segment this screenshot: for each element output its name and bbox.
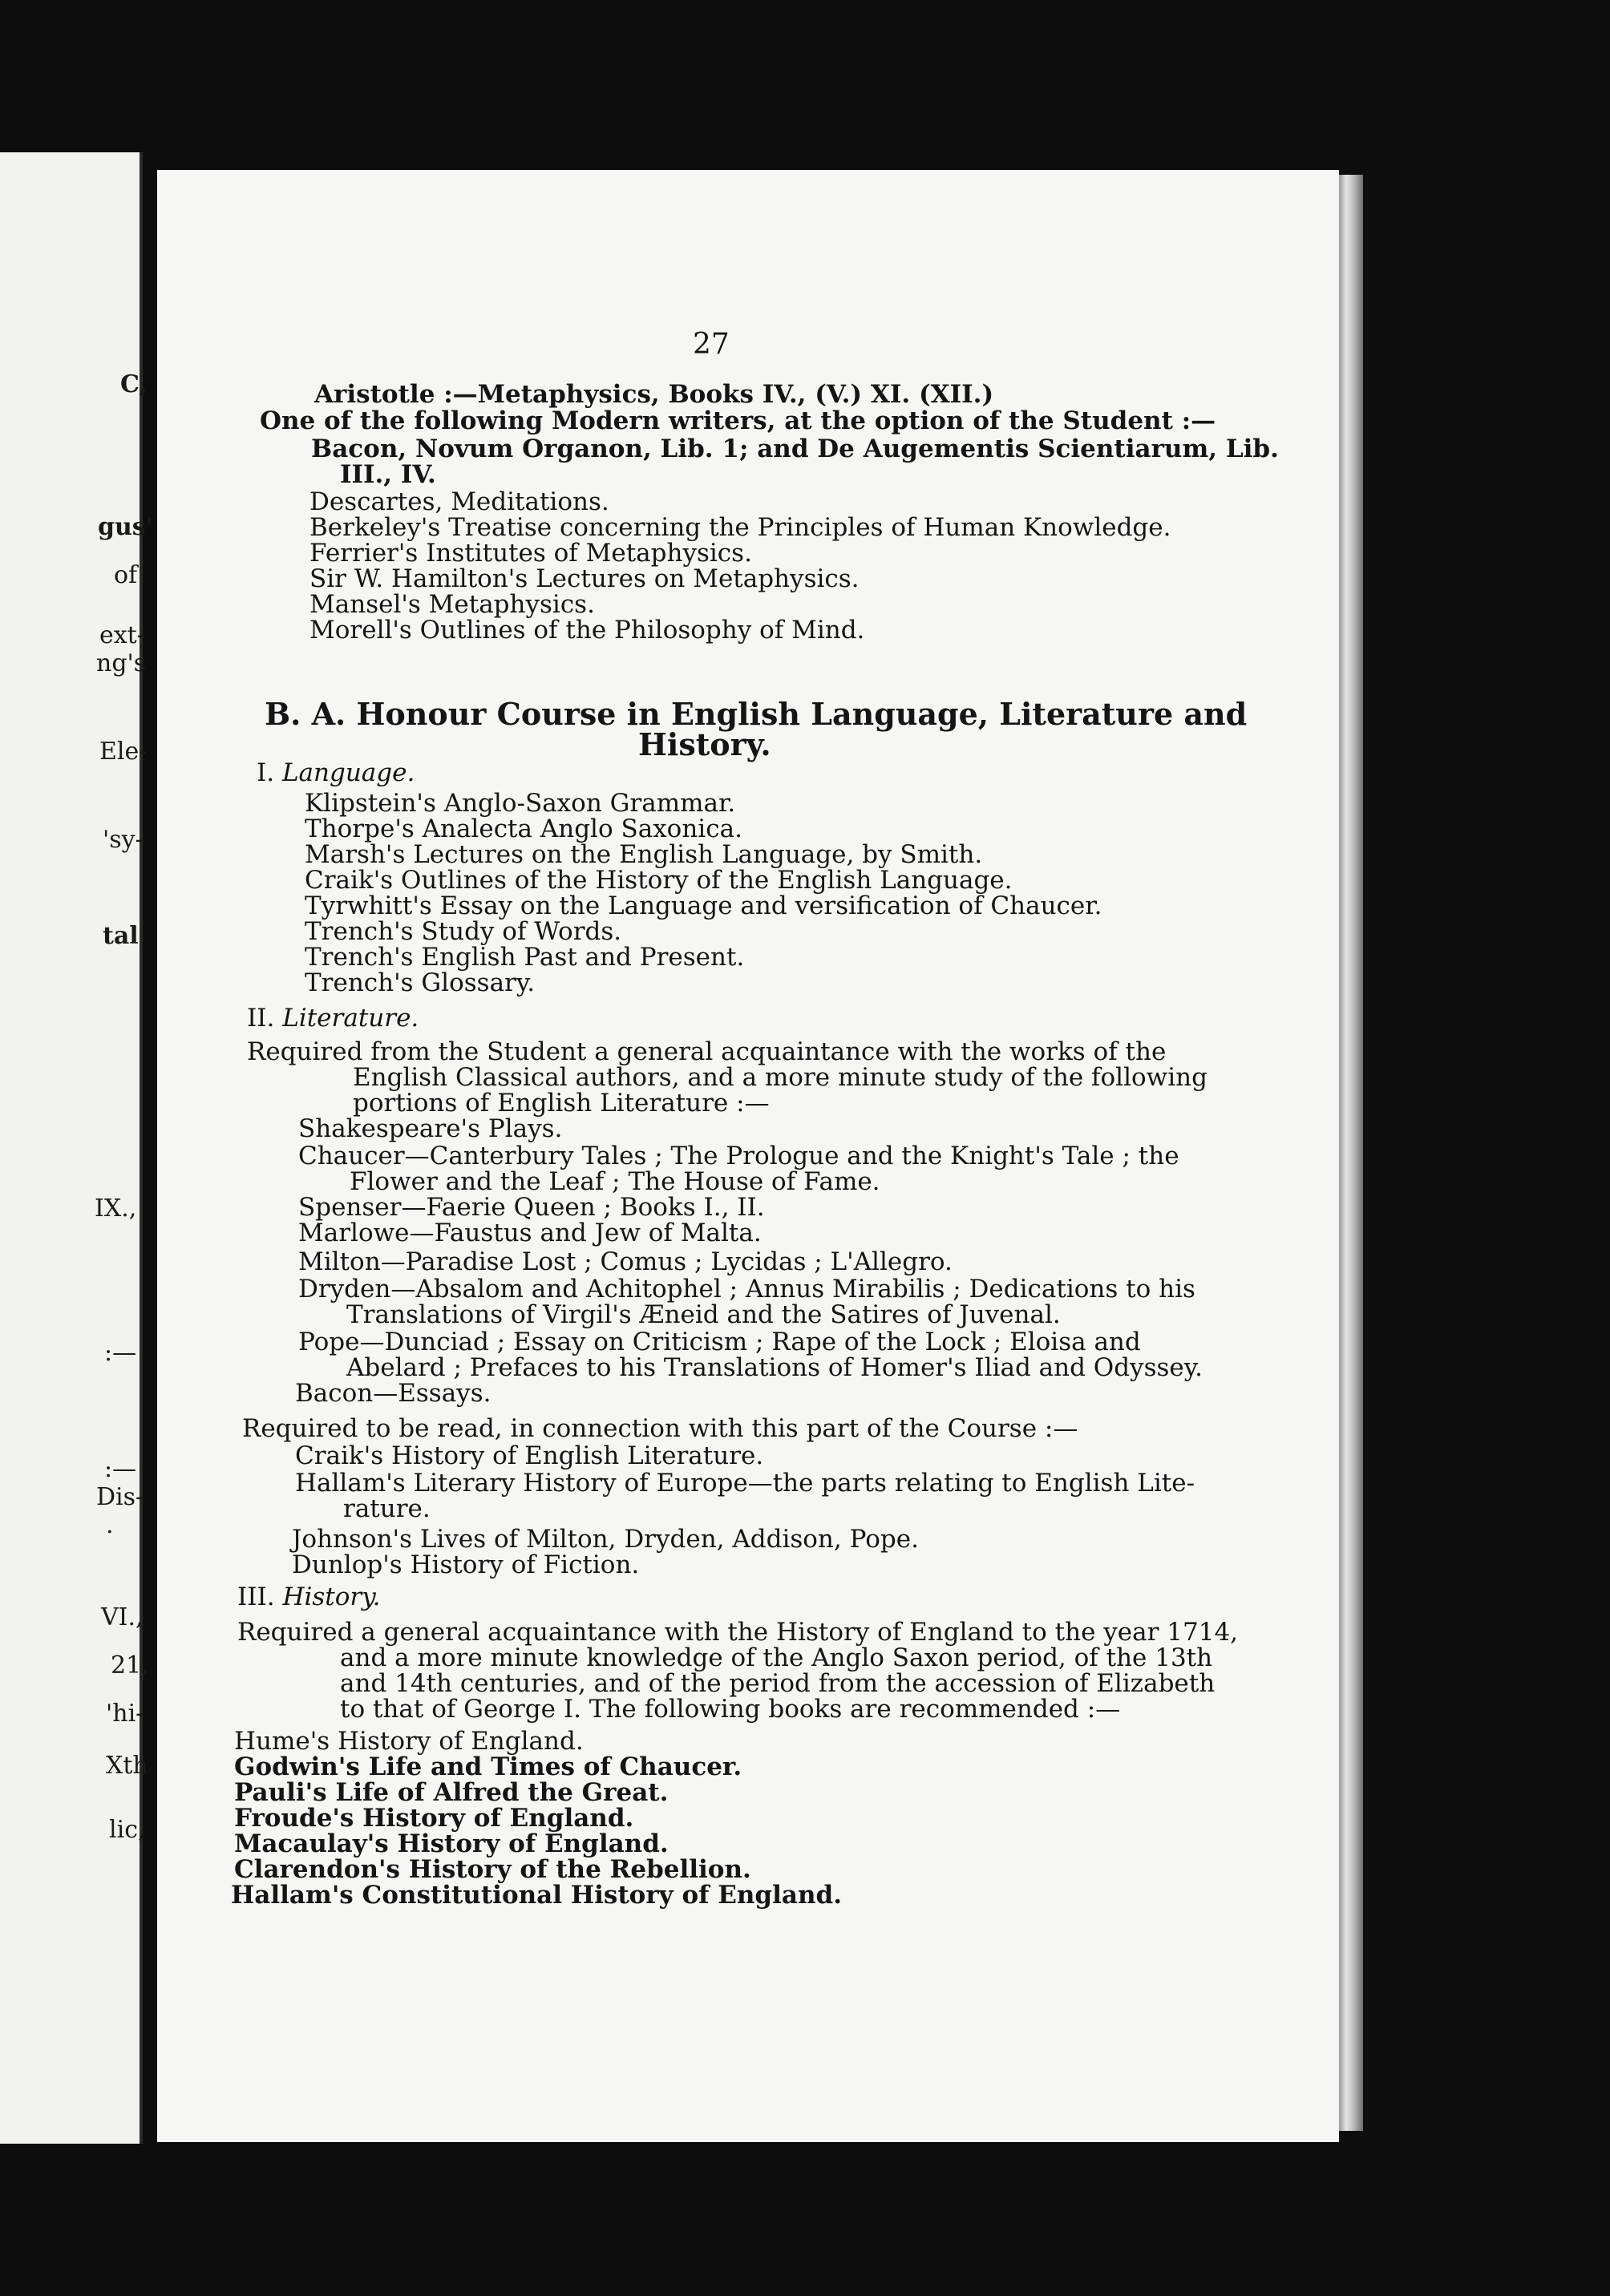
list-item: Pope—Dunciad ; Essay on Criticism ; Rape of the Lock ; Eloisa and <box>298 1328 1141 1356</box>
left-fragment: lic, <box>109 1816 146 1844</box>
list-item: Shakespeare's Plays. <box>298 1114 563 1143</box>
literature-intro: Required from the Student a general acquaintance with the works of the <box>247 1037 1167 1066</box>
list-item: Dunlop's History of Fiction. <box>292 1550 640 1579</box>
list-item: Ferrier's Institutes of Metaphysics. <box>309 539 752 568</box>
left-fragment: VI., <box>101 1603 144 1631</box>
aristotle-line: Aristotle :—Metaphysics, Books IV., (V.) XI. (XII.) <box>314 380 994 409</box>
left-fragment: gus' <box>98 513 153 541</box>
list-item: Chaucer—Canterbury Tales ; The Prologue and the Knight's Tale ; the <box>298 1142 1179 1170</box>
list-item: Marsh's Lectures on the English Language, by Smith. <box>305 840 983 869</box>
left-fragment: :— <box>104 1455 137 1483</box>
list-item: Hallam's Constitutional History of England. <box>231 1881 842 1910</box>
list-item: Morell's Outlines of the Philosophy of Mind. <box>309 616 865 645</box>
left-fragment: 'hi- <box>106 1700 144 1728</box>
list-item: Pauli's Life of Alfred the Great. <box>234 1778 669 1807</box>
list-item: Craik's History of English Literature. <box>295 1441 764 1470</box>
list-item: Flower and the Leaf ; The House of Fame. <box>350 1167 880 1196</box>
list-item: Sir W. Hamilton's Lectures on Metaphysics. <box>309 564 860 593</box>
literature-intro: English Classical authors, and a more minute study of the following <box>353 1063 1208 1092</box>
list-item: Milton—Paradise Lost ; Comus ; Lycidas ; L'Allegro. <box>298 1247 953 1276</box>
left-page-fragment <box>0 152 153 2144</box>
list-item: Froude's History of England. <box>234 1804 634 1833</box>
subsection-number: II. <box>247 1004 275 1033</box>
subsection-title: Literature. <box>282 1004 419 1033</box>
literature-intro: portions of English Literature :— <box>353 1089 770 1118</box>
subsection-title: Language. <box>281 758 415 787</box>
left-fragment: 21, <box>111 1651 149 1680</box>
left-fragment: . <box>106 1511 114 1539</box>
section-heading: B. A. Honour Course in English Language, Literature and <box>265 696 1248 732</box>
list-item: Thorpe's Analecta Anglo Saxonica. <box>305 815 742 843</box>
subsection-heading-language <box>257 758 415 788</box>
subsection-heading-literature <box>247 1004 419 1033</box>
list-item: Hallam's Literary History of Europe—the parts relating to English Lite- <box>295 1469 1195 1498</box>
left-fragment: of <box>114 561 138 589</box>
list-item: Translations of Virgil's Æneid and the Satires of Juvenal. <box>346 1300 1061 1329</box>
history-intro: to that of George I. The following books are recommended :— <box>340 1695 1121 1724</box>
left-fragment: ng's <box>96 649 147 677</box>
list-item: Hume's History of England. <box>234 1727 584 1756</box>
bacon-line: Bacon, Novum Organon, Lib. 1; and De Augementis Scientiarum, Lib. <box>311 435 1279 463</box>
page-number: 27 <box>693 328 730 361</box>
option-intro: One of the following Modern writers, at the option of the Student :— <box>260 406 1216 435</box>
left-fragment: tal <box>103 922 139 950</box>
left-page-edge <box>140 152 143 2144</box>
list-item: Trench's English Past and Present. <box>305 943 745 972</box>
subsection-heading-history <box>237 1583 381 1612</box>
history-intro: Required a general acquaintance with the History of England to the year 1714, <box>237 1618 1239 1647</box>
left-fragment: IX., <box>95 1194 137 1223</box>
list-item: Berkeley's Treatise concerning the Principles of Human Knowledge. <box>309 513 1171 542</box>
subsection-number: I. <box>257 758 275 787</box>
bacon-line-cont: III., IV. <box>340 460 436 489</box>
list-item: Godwin's Life and Times of Chaucer. <box>234 1752 742 1781</box>
list-item: Clarendon's History of the Rebellion. <box>234 1855 751 1884</box>
left-fragment: Dis- <box>96 1483 144 1511</box>
left-fragment: :— <box>104 1339 137 1367</box>
list-item: Descartes, Meditations. <box>309 487 609 516</box>
history-intro: and a more minute knowledge of the Anglo Saxon period, of the 13th <box>340 1643 1213 1672</box>
list-item: Spenser—Faerie Queen ; Books I., II. <box>298 1193 765 1222</box>
list-item: Tyrwhitt's Essay on the Language and versification of Chaucer. <box>305 891 1102 920</box>
left-fragment: Xth <box>106 1752 148 1780</box>
required-intro: Required to be read, in connection with this part of the Course :— <box>242 1414 1078 1443</box>
list-item: Abelard ; Prefaces to his Translations of Homer's Iliad and Odyssey. <box>346 1353 1203 1382</box>
list-item: Craik's Outlines of the History of the English Language. <box>305 866 1013 895</box>
list-item: Dryden—Absalom and Achitophel ; Annus Mirabilis ; Dedications to his <box>298 1275 1195 1304</box>
left-fragment: Ele- <box>99 738 148 766</box>
left-fragment: C, <box>120 370 148 398</box>
book-page <box>157 170 1339 2142</box>
list-item: Mansel's Metaphysics. <box>309 590 595 619</box>
list-item: Marlowe—Faustus and Jew of Malta. <box>298 1219 762 1247</box>
left-fragment: 'sy- <box>103 826 144 854</box>
subsection-number: III. <box>237 1583 275 1611</box>
list-item: Trench's Study of Words. <box>305 917 622 946</box>
subsection-title: History. <box>282 1583 381 1611</box>
section-heading-cont: History. <box>638 726 771 762</box>
list-item: Johnson's Lives of Milton, Dryden, Addison, Pope. <box>292 1525 919 1554</box>
list-item: rature. <box>343 1494 431 1523</box>
page-edge <box>1339 175 1363 2131</box>
list-item: Klipstein's Anglo-Saxon Grammar. <box>305 789 736 818</box>
list-item: Macaulay's History of England. <box>234 1829 669 1858</box>
list-item: Bacon—Essays. <box>295 1379 491 1408</box>
history-intro: and 14th centuries, and of the period from the accession of Elizabeth <box>340 1669 1216 1698</box>
list-item: Trench's Glossary. <box>305 968 536 997</box>
left-fragment: ext- <box>99 621 145 649</box>
